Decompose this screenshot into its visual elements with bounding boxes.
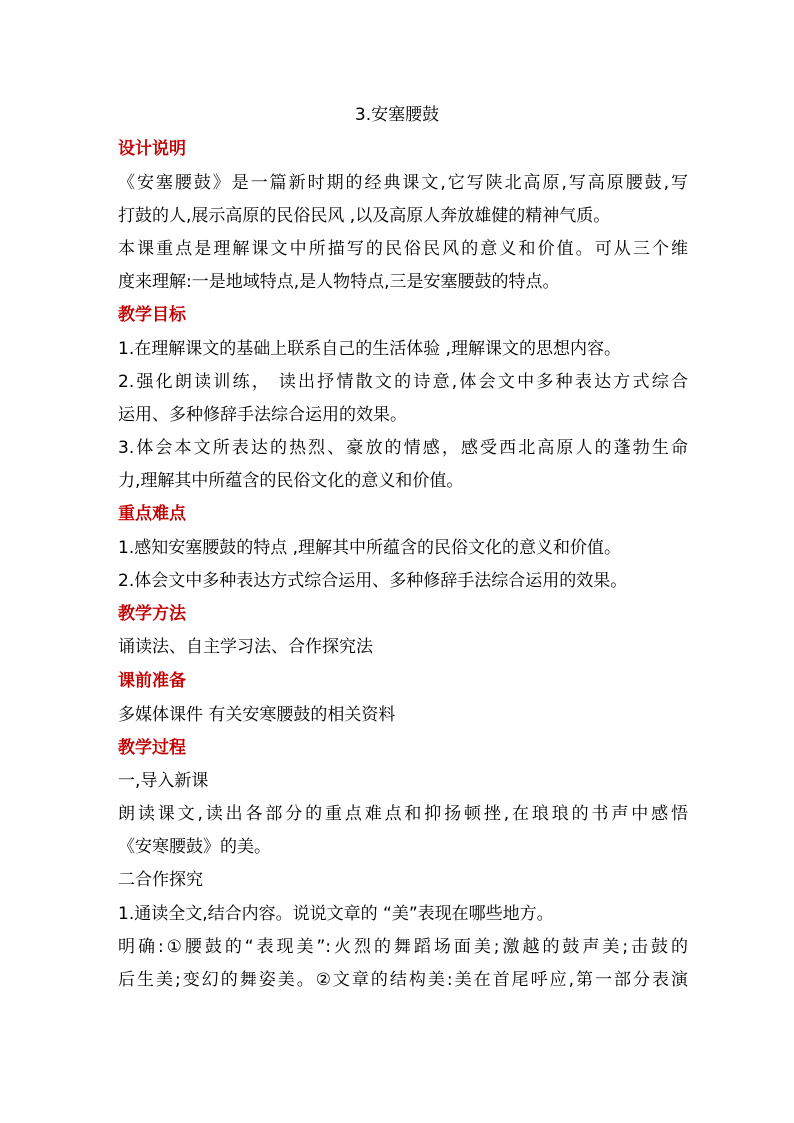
process-step-1-line-1: 朗读课文,读出各部分的重点难点和抑扬顿挫,在琅琅的书声中感悟 bbox=[118, 804, 688, 824]
question-1: 1.通读全文,结合内容。说说文章的 “美”表现在哪些地方。 bbox=[118, 904, 554, 924]
design-paragraph-2-line-1: 本课重点是理解课文中所描写的民俗民风的意义和价值。可从三个维 bbox=[118, 239, 688, 259]
answer-1-line-1: 明确:①腰鼓的“表现美”:火烈的舞蹈场面美;激越的鼓声美;击鼓的 bbox=[118, 937, 688, 957]
heading-preparation: 课前准备 bbox=[118, 671, 186, 691]
heading-teaching-methods: 教学方法 bbox=[118, 604, 186, 624]
heading-key-points: 重点难点 bbox=[118, 504, 186, 524]
goal-1: 1.在理解课文的基础上联系自己的生活体验 ,理解课文的思想内容。 bbox=[118, 339, 622, 359]
answer-1-line-2: 后生美;变幻的舞姿美。②文章的结构美:美在首尾呼应,第一部分表演 bbox=[118, 970, 688, 990]
process-step-1-title: 一,导入新课 bbox=[118, 771, 209, 791]
preparation-text: 多媒体课件 有关安寒腰鼓的相关资料 bbox=[118, 705, 396, 725]
goal-2-line-1: 2.强化朗读训练， 读出抒情散文的诗意,体会文中多种表达方式综合 bbox=[118, 372, 688, 392]
teaching-methods-text: 诵读法、自主学习法、合作探究法 bbox=[118, 637, 373, 657]
page-title: 3.安塞腰鼓 bbox=[354, 105, 440, 125]
heading-teaching-process: 教学过程 bbox=[118, 738, 186, 758]
process-step-1-line-2: 《安寒腰鼓》的美。 bbox=[118, 837, 271, 857]
key-point-2: 2.体会文中多种表达方式综合运用、多种修辞手法综合运用的效果。 bbox=[118, 571, 628, 591]
design-paragraph-2-line-2: 度来理解:一是地域特点,是人物特点,三是安塞腰鼓的特点。 bbox=[118, 272, 560, 292]
process-step-2-title: 二合作探究 bbox=[118, 870, 203, 890]
goal-3-line-2: 力,理解其中所蕴含的民俗文化的意义和价值。 bbox=[118, 471, 464, 491]
design-paragraph-1-line-2: 打鼓的人,展示高原的民俗民风 ,以及高原人奔放雄健的精神气质。 bbox=[118, 206, 611, 226]
key-point-1: 1.感知安塞腰鼓的特点 ,理解其中所蕴含的民俗文化的意义和价值。 bbox=[118, 538, 622, 558]
heading-teaching-goals: 教学目标 bbox=[118, 305, 186, 325]
design-paragraph-1-line-1: 《安塞腰鼓》是一篇新时期的经典课文,它写陕北高原,写高原腰鼓,写 bbox=[118, 173, 688, 193]
goal-3-line-1: 3.体会本文所表达的热烈、豪放的情感，感受西北高原人的蓬勃生命 bbox=[118, 438, 688, 458]
goal-2-line-2: 运用、多种修辞手法综合运用的效果。 bbox=[118, 405, 407, 425]
heading-design-notes: 设计说明 bbox=[118, 139, 186, 159]
